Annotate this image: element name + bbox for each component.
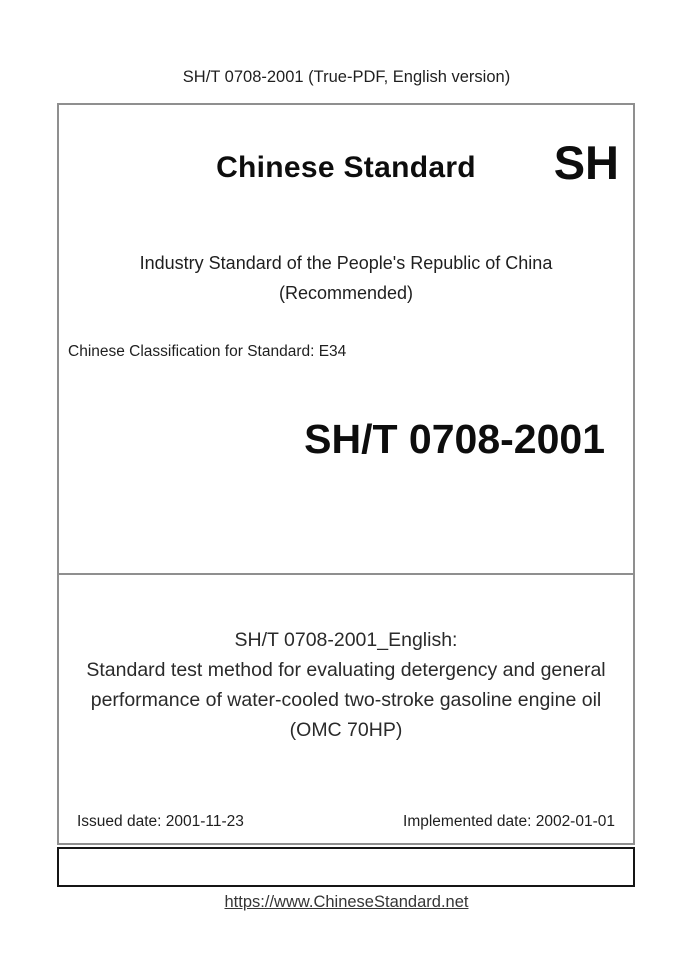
page-header-title: SH/T 0708-2001 (True-PDF, English version) bbox=[182, 68, 511, 86]
standard-number: SH/T 0708-2001 bbox=[304, 416, 605, 462]
english-title-line-2: Standard test method for evaluating detergency and general bbox=[86, 659, 606, 681]
english-title-block bbox=[59, 575, 633, 745]
implemented-date-label: Implemented date: 2002-01-01 bbox=[403, 813, 615, 830]
cover-bottom-section bbox=[59, 575, 633, 843]
english-title-line-1: SH/T 0708-2001_English: bbox=[234, 629, 458, 651]
cover-top-section bbox=[59, 105, 633, 575]
sh-logo: SH bbox=[553, 136, 619, 189]
brand-row bbox=[59, 105, 633, 189]
subtitle-line-1: Industry Standard of the People's Republic of China bbox=[139, 253, 553, 273]
brand-title: Chinese Standard bbox=[216, 151, 476, 184]
dates-row bbox=[59, 813, 633, 831]
english-title-line-3: performance of water-cooled two-stroke gasoline engine oil bbox=[90, 689, 602, 711]
footer-empty-box bbox=[57, 847, 635, 887]
footer-link-wrap bbox=[0, 893, 693, 912]
issued-date-label: Issued date: 2001-11-23 bbox=[77, 813, 244, 830]
standard-subtitle bbox=[59, 248, 633, 308]
chinesestandard-link[interactable]: https://www.ChineseStandard.net bbox=[224, 893, 469, 911]
classification-label: Chinese Classification for Standard: E34 bbox=[68, 343, 347, 360]
subtitle-line-2: (Recommended) bbox=[278, 283, 414, 303]
cover-box bbox=[57, 103, 635, 845]
english-title-line-4: (OMC 70HP) bbox=[289, 719, 403, 741]
